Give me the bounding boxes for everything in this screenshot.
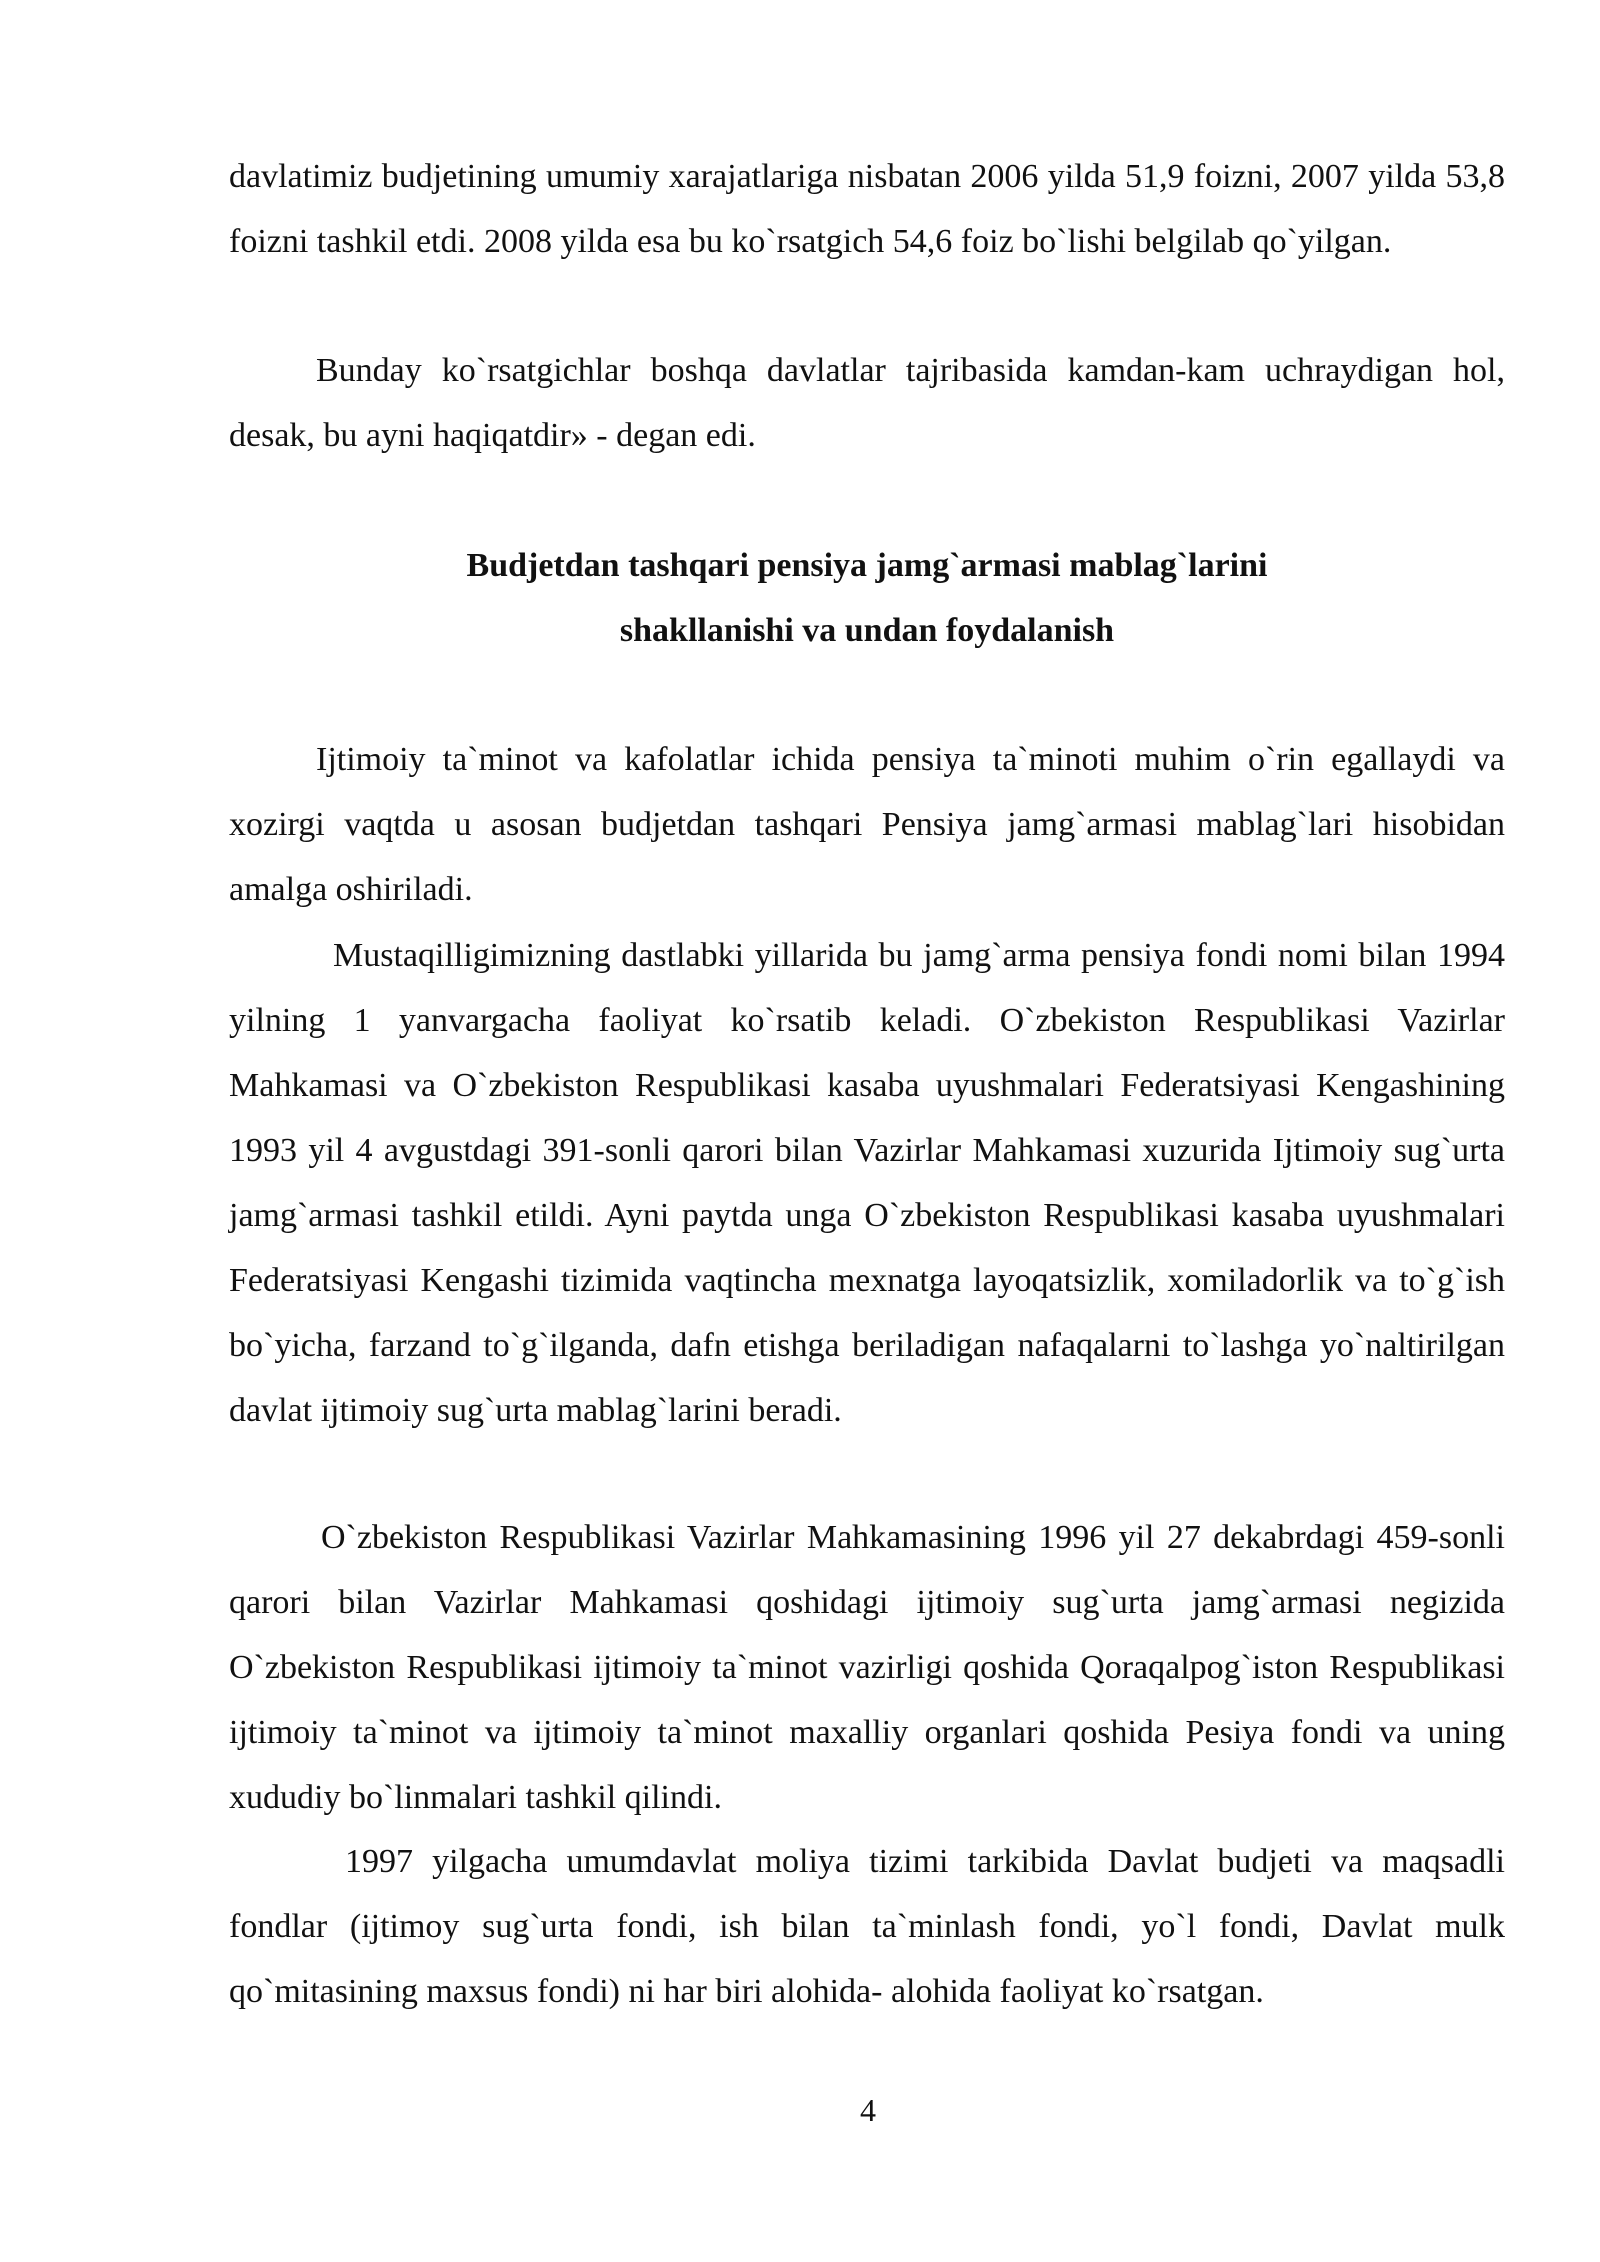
- paragraph-text: davlatimiz budjetining umumiy xarajatlariga nisbatan 2006 yilda 51,9 foizni, 2007 yilda 53,8 foizni tashkil etdi. 2008 yilda esa bu ko`rsatgich 54,6 foiz bo`lishi belgilab qo`yilgan.: [229, 158, 1505, 260]
- paragraph-budget-expenses: [229, 144, 1505, 274]
- paragraph-financial-system: [229, 1829, 1505, 2024]
- paragraph-indicators: [229, 338, 1505, 468]
- section-heading: [229, 533, 1505, 663]
- paragraph-cabinet-resolution: [229, 1505, 1505, 1830]
- paragraph-text: Mustaqilligimizning dastlabki yillarida bu jamg`arma pensiya fondi nomi bilan 1994 yilning 1 yanvargacha faoliyat ko`rsatib keladi. O`zbekiston Respublikasi Vazirlar Mahkamasi va O`zbekiston Respublikasi kasaba uyushmalari Federatsiyasi Kengashining 1993 yil 4 avgustdagi 391-sonli qarori bilan Vazirlar Mahkamasi xuzurida Ijtimoiy sug`urta jamg`armasi tashkil etildi. Ayni paytda unga O`zbekiston Respublikasi kasaba uyushmalari Federatsiyasi Kengashi tizimida vaqtincha mexnatga layoqatsizlik, xomiladorlik va to`g`ish bo`yicha, farzand to`g`ilganda, dafn etishga beriladigan nafaqalarni to`lashga yo`naltirilgan davlat ijtimoiy sug`urta mablag`larini beradi.: [229, 937, 1505, 1429]
- paragraph-independence-years: [229, 923, 1505, 1443]
- paragraph-text: Bunday ko`rsatgichlar boshqa davlatlar tajribasida kamdan-kam uchraydigan hol, desak, bu ayni haqiqatdir» - degan edi.: [229, 352, 1505, 454]
- paragraph-pension-provision: [229, 727, 1505, 922]
- paragraph-text: O`zbekiston Respublikasi Vazirlar Mahkamasining 1996 yil 27 dekabrdagi 459-sonli qarori bilan Vazirlar Mahkamasi qoshidagi ijtimoiy sug`urta jamg`armasi negizida O`zbekiston Respublikasi ijtimoiy ta`minot vazirligi qoshida Qoraqalpog`iston Respublikasi ijtimoiy ta`minot va ijtimoiy ta`minot maxalliy organlari qoshida Pesiya fondi va uning xududiy bo`linmalari tashkil qilindi.: [229, 1519, 1505, 1816]
- heading-line-2: shakllanishi va undan foydalanish: [619, 612, 1115, 649]
- heading-line-1: Budjetdan tashqari pensiya jamg`armasi mablag`larini: [466, 547, 1268, 584]
- paragraph-text: 1997 yilgacha umumdavlat moliya tizimi tarkibida Davlat budjeti va maqsadli fondlar (ijtimoy sug`urta fondi, ish bilan ta`minlash fondi, yo`l fondi, Davlat mulk qo`mitasining maxsus fondi) ni har biri alohida- alohida faoliyat ko`rsatgan.: [229, 1843, 1505, 2010]
- paragraph-text: Ijtimoiy ta`minot va kafolatlar ichida pensiya ta`minoti muhim o`rin egallaydi va xozirgi vaqtda u asosan budjetdan tashqari Pensiya jamg`armasi mablag`lari hisobidan amalga oshiriladi.: [229, 741, 1505, 908]
- page-number: 4: [860, 2092, 876, 2128]
